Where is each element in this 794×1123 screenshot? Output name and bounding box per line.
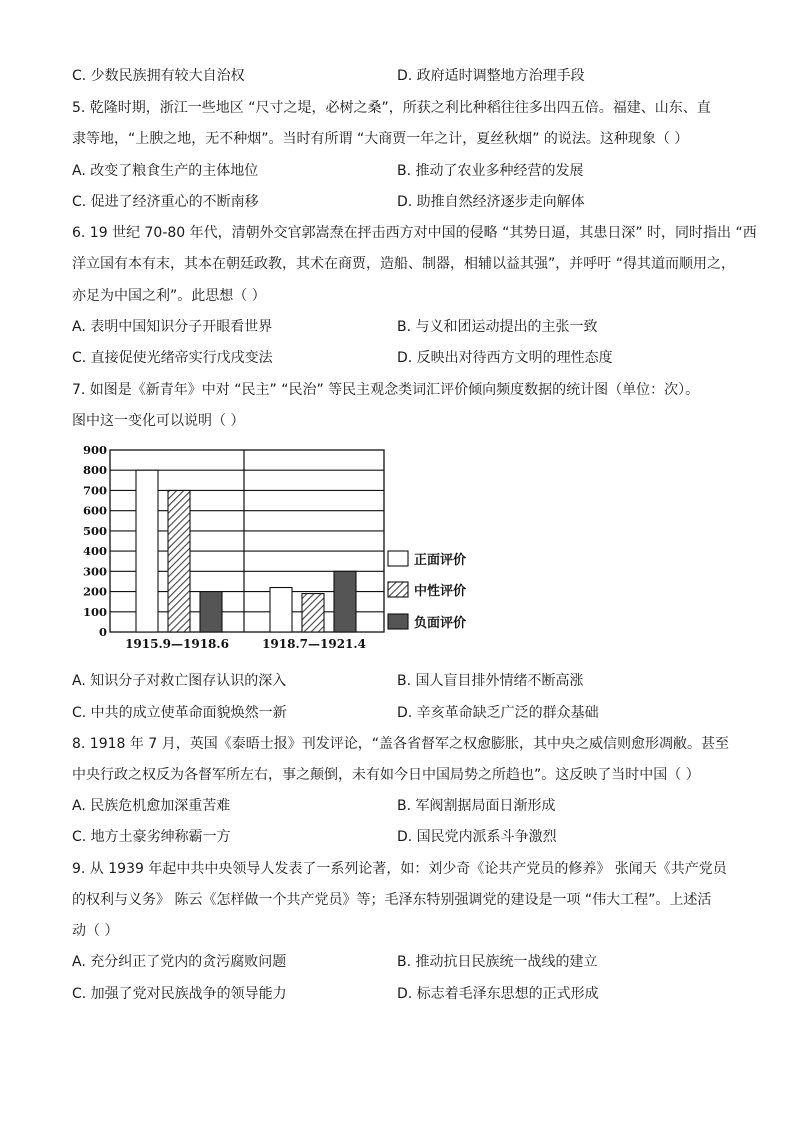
q6-option-d: D. 反映出对待西方文明的理性态度 bbox=[397, 350, 613, 366]
q6-option-b: B. 与义和团运动提出的主张一致 bbox=[397, 319, 598, 335]
q9-option-b: B. 推动抗日民族统一战线的建立 bbox=[397, 954, 598, 970]
chart-y-tick-label: 500 bbox=[82, 523, 107, 538]
chart-x-axis bbox=[125, 637, 366, 651]
q7-option-d: D. 辛亥革命缺乏广泛的群众基础 bbox=[397, 705, 599, 721]
q6-stem-line-2: 洋立国有本有末，其本在朝廷政教，其术在商贾，造船、制器，相辅以益其强”，并呼吁 “得其道而顺用之， bbox=[72, 256, 735, 272]
chart-y-tick-label: 700 bbox=[82, 483, 107, 498]
chart-y-axis bbox=[83, 443, 107, 639]
q8-stem-line-2: 中央行政之权反为各督军所左右，事之颠倒，未有如今日中国局势之所趋也”。这反映了当时中国（ ） bbox=[72, 767, 700, 783]
q6-option-a: A. 表明中国知识分子开眼看世界 bbox=[72, 319, 273, 335]
chart-legend-swatch bbox=[388, 614, 408, 629]
q5-stem-line-1: 5. 乾隆时期，浙江一些地区 “尺寸之堤，必树之桑”，所获之利比种稻往往多出四五倍。福建、山东、直 bbox=[72, 100, 711, 116]
q5-option-c: C. 促进了经济重心的不断南移 bbox=[72, 194, 259, 210]
chart-bar bbox=[270, 588, 292, 632]
q5-option-a: A. 改变了粮食生产的主体地位 bbox=[72, 163, 259, 179]
q5-stem-line-2: 隶等地，“上腴之地，无不种烟”。当时有所谓 “大商贾一年之计，夏丝秋烟” 的说法。这种现象（ ） bbox=[72, 131, 689, 147]
q7-option-c: C. 中共的成立使革命面貌焕然一新 bbox=[72, 705, 287, 721]
chart-bar bbox=[334, 571, 356, 632]
q7-option-a: A. 知识分子对救亡图存认识的深入 bbox=[72, 673, 287, 689]
q9-stem-line-3: 动（ ） bbox=[72, 923, 119, 939]
chart-y-tick-label: 0 bbox=[98, 625, 107, 639]
chart-legend bbox=[388, 551, 466, 631]
q9-stem-line-2: 的权利与义务》 陈云《怎样做一个共产党员》等；毛泽东特别强调党的建设是一项 “伟大工程”。上述活 bbox=[72, 892, 712, 908]
chart-x-tick-label: 1915.9—1918.6 bbox=[125, 637, 229, 651]
chart-y-tick-label: 600 bbox=[82, 503, 107, 518]
chart-legend-swatch bbox=[388, 551, 408, 566]
chart-legend-swatch bbox=[388, 582, 408, 597]
q6-option-c: C. 直接促使光绪帝实行戊戌变法 bbox=[72, 350, 273, 366]
q6-stem-line-1: 6. 19 世纪 70-80 年代，清朝外交官郭嵩焘在抨击西方对中国的侵略 “其势日逼，其患日深” 时，同时指出 “西 bbox=[72, 225, 757, 241]
q8-option-b: B. 军阀割据局面日渐形成 bbox=[397, 798, 556, 814]
chart-bar bbox=[200, 592, 222, 632]
chart-y-tick-label: 900 bbox=[82, 443, 107, 457]
q9-stem-line-1: 9. 从 1939 年起中共中央领导人发表了一系列论著，如：刘少奇《论共产党员的修养》 张闻天《共产党员 bbox=[72, 861, 727, 877]
chart-bar bbox=[168, 490, 190, 632]
chart-bar bbox=[302, 594, 324, 632]
chart-y-tick-label: 800 bbox=[82, 463, 107, 478]
q5-option-d: D. 助推自然经济逐步走向解体 bbox=[397, 194, 585, 210]
chart-legend-label: 中性评价 bbox=[414, 584, 467, 599]
q4-option-c: C. 少数民族拥有较大自治权 bbox=[72, 68, 245, 84]
chart-legend-label: 负面评价 bbox=[414, 616, 467, 631]
chart-y-tick-label: 300 bbox=[82, 564, 107, 579]
chart-y-tick-label: 400 bbox=[82, 544, 107, 559]
chart-y-tick-label: 200 bbox=[82, 584, 107, 599]
q5-option-b: B. 推动了农业多种经营的发展 bbox=[397, 163, 584, 179]
q4-option-d: D. 政府适时调整地方治理手段 bbox=[397, 68, 585, 84]
q6-stem-line-3: 亦足为中国之利”。此思想（ ） bbox=[72, 288, 266, 304]
q7-bar-chart bbox=[78, 440, 488, 662]
q9-option-c: C. 加强了党对民族战争的领导能力 bbox=[72, 986, 287, 1002]
q7-option-b: B. 国人盲目排外情绪不断高涨 bbox=[397, 673, 584, 689]
q8-option-d: D. 国民党内派系斗争激烈 bbox=[397, 829, 557, 845]
q8-stem-line-1: 8. 1918 年 7 月，英国《泰晤士报》刊发评论，“盖各省督军之权愈膨胀，其中央之威信则愈形凋敝。甚至 bbox=[72, 736, 729, 752]
q8-option-a: A. 民族危机愈加深重苦难 bbox=[72, 798, 231, 814]
chart-legend-label: 正面评价 bbox=[414, 553, 467, 568]
q7-stem-line-2: 图中这一变化可以说明（ ） bbox=[72, 413, 245, 429]
chart-x-tick-label: 1918.7—1921.4 bbox=[262, 637, 366, 651]
q9-option-a: A. 充分纠正了党内的贪污腐败问题 bbox=[72, 954, 287, 970]
chart-bar bbox=[136, 470, 158, 632]
chart-y-tick-label: 100 bbox=[82, 604, 107, 619]
q8-option-c: C. 地方土豪劣绅称霸一方 bbox=[72, 829, 231, 845]
q7-stem-line-1: 7. 如图是《新青年》中对 “民主” “民治” 等民主观念类词汇评价倾向频度数据的统计图（单位：次）。 bbox=[72, 382, 700, 398]
q9-option-d: D. 标志着毛泽东思想的正式形成 bbox=[397, 986, 599, 1002]
